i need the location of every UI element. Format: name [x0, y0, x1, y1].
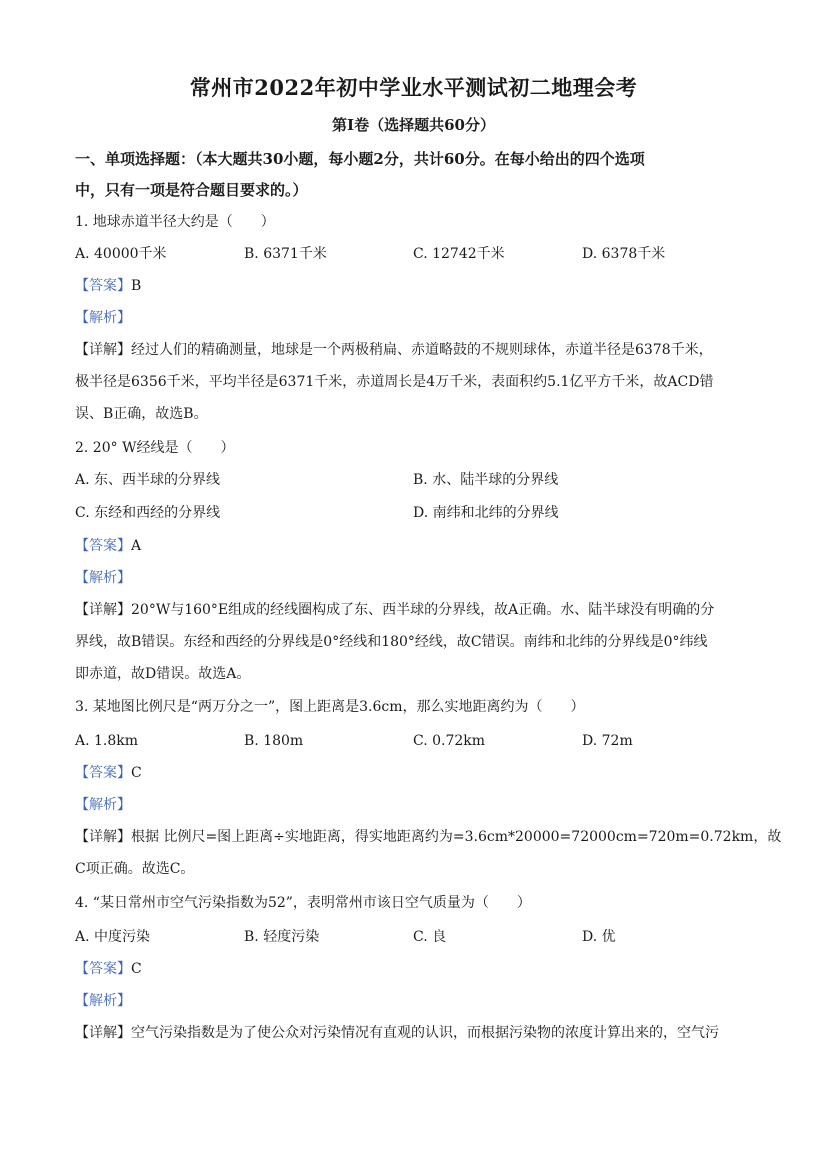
question-2-detail-line-2: 界线，故B错误。东经和西经的分界线是0°经线和180°经线，故C错误。南纬和北纬的分界线是0°纬线 [75, 634, 708, 650]
question-1-detail-line-3: 误、B正确，故选B。 [75, 406, 208, 422]
question-2-option-b: B. 水、陆半球的分界线 [413, 472, 559, 488]
question-3-option-d: D. 72m [582, 733, 633, 749]
question-4-option-a: A. 中度污染 [75, 929, 151, 945]
answer-tag: 【答案】 [75, 538, 131, 554]
answer-tag: 【答案】 [75, 765, 131, 781]
answer-value: B [131, 278, 142, 294]
question-4-option-c: C. 良 [413, 929, 447, 945]
question-2-detail-line-3: 即赤道，故D错误。故选A。 [75, 666, 251, 682]
question-4-detail-line-1 [75, 1023, 719, 1043]
detail-text: 经过人们的精确测量，地球是一个两极稍扁、赤道略鼓的不规则球体，赤道半径是6378千米， [131, 342, 713, 358]
question-4-option-d: D. 优 [582, 929, 616, 945]
instructions-line-2: 中，只有一项是符合题目要求的。） [75, 181, 308, 199]
question-2-stem: 2. 20° W经线是（ ） [75, 440, 235, 456]
page-title: 常州市2022年初中学业水平测试初二地理会考 [189, 75, 638, 100]
question-2-option-a: A. 东、西半球的分界线 [75, 472, 221, 488]
question-3-option-b: B. 180m [244, 733, 304, 749]
question-1-option-a: A. 40000千米 [75, 246, 167, 262]
question-1-stem: 1. 地球赤道半径大约是（ ） [75, 214, 275, 230]
detail-tag: 【详解】 [75, 829, 131, 845]
answer-value: C [131, 961, 142, 977]
question-2-detail-line-1 [75, 600, 714, 620]
question-3-detail-line-2: C项正确。故选C。 [75, 861, 195, 877]
question-2-answer [75, 536, 141, 556]
question-4-answer [75, 959, 142, 979]
detail-tag: 【详解】 [75, 1025, 131, 1041]
detail-text: 根据 比例尺=图上距离÷实地距离，得实地距离约为=3.6cm*20000=72000cm=720m=0.72km，故 [131, 829, 782, 845]
question-2-analysis-tag: 【解析】 [75, 570, 131, 586]
instructions-line-1: 一、单项选择题：（本大题共30小题，每小题2分，共计60分。在每小给出的四个选项 [75, 150, 645, 168]
question-1-option-d: D. 6378千米 [582, 246, 666, 262]
answer-tag: 【答案】 [75, 278, 131, 294]
question-3-answer [75, 763, 142, 783]
question-4-analysis-tag: 【解析】 [75, 993, 131, 1009]
question-3-stem: 3. 某地图比例尺是“两万分之一”，图上距离是3.6cm，那么实地距离约为（ ） [75, 699, 585, 715]
answer-tag: 【答案】 [75, 961, 131, 977]
question-1-answer [75, 276, 141, 296]
question-1-option-c: C. 12742千米 [413, 246, 505, 262]
question-4-stem: 4. “某日常州市空气污染指数为52”，表明常州市该日空气质量为（ ） [75, 895, 531, 911]
detail-text: 20°W与160°E组成的经线圈构成了东、西半球的分界线，故A正确。水、陆半球没有明确的分 [131, 602, 715, 618]
question-1-analysis-tag: 【解析】 [75, 310, 131, 326]
answer-value: A [131, 538, 142, 554]
question-2-option-c: C. 东经和西经的分界线 [75, 505, 221, 521]
section-heading: 第Ⅰ卷（选择题共60分） [332, 116, 495, 134]
question-3-analysis-tag: 【解析】 [75, 797, 131, 813]
question-2-option-d: D. 南纬和北纬的分界线 [413, 505, 559, 521]
detail-tag: 【详解】 [75, 602, 131, 618]
question-3-option-a: A. 1.8km [75, 733, 139, 749]
question-1-detail-line-2: 极半径是6356千米，平均半径是6371千米，赤道周长是4万千米，表面积约5.1亿平方千米，故ACD错 [75, 374, 714, 390]
question-4-option-b: B. 轻度污染 [244, 929, 320, 945]
question-3-option-c: C. 0.72km [413, 733, 486, 749]
answer-value: C [131, 765, 142, 781]
detail-tag: 【详解】 [75, 342, 131, 358]
question-1-detail-line-1 [75, 340, 713, 360]
question-3-detail-line-1 [75, 827, 781, 847]
detail-text: 空气污染指数是为了使公众对污染情况有直观的认识，而根据污染物的浓度计算出来的，空气污 [131, 1025, 719, 1041]
question-1-option-b: B. 6371千米 [244, 246, 327, 262]
